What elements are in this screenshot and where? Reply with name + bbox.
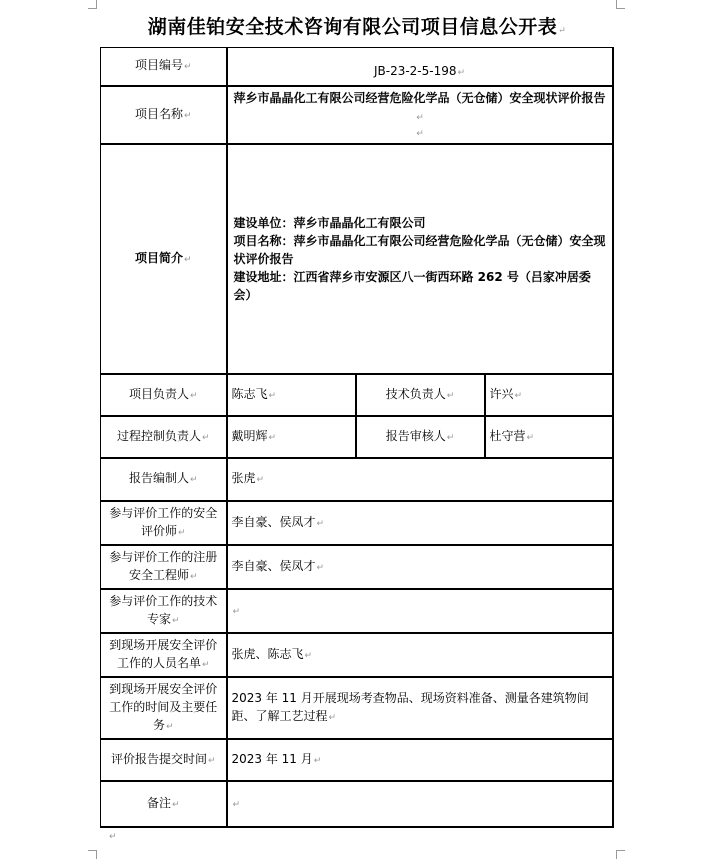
paragraph-mark-icon: ↵	[232, 799, 241, 810]
row-engineers	[101, 545, 613, 589]
paragraph-mark-icon: ↵	[316, 518, 325, 529]
paragraph-mark-icon: ↵	[177, 527, 186, 538]
paragraph-mark-icon: ↵	[256, 475, 265, 485]
paragraph-mark-icon: ↵	[313, 755, 322, 766]
safety-engineers-value[interactable]: 李自豪、侯凤才↵	[227, 545, 613, 589]
row-experts	[101, 589, 613, 633]
report-reviewer-label: 报告审核人↵	[356, 416, 485, 458]
crop-mark-bottom-right	[616, 850, 625, 859]
paragraph-mark-icon: ↵	[446, 390, 455, 401]
row-remark	[101, 781, 613, 827]
tech-leader-label: 技术负责人↵	[356, 374, 485, 416]
crop-mark-bottom-left	[88, 850, 97, 859]
tech-experts-value[interactable]	[227, 589, 613, 633]
project-intro-label: 项目简介↵	[101, 144, 227, 374]
paragraph-mark-icon: ↵	[171, 799, 180, 810]
paragraph-mark-icon: ↵	[457, 68, 466, 79]
project-number-value[interactable]: JB-23-2-5-198↵	[227, 48, 613, 86]
onsite-time-label: 到现场开展安全评价工作的时间及主要任务↵	[101, 677, 227, 739]
safety-evaluators-value[interactable]: 李自豪、侯凤才↵	[227, 501, 613, 545]
crop-mark-top-left	[88, 0, 97, 9]
paragraph-mark-icon: ↵	[558, 26, 567, 36]
paragraph-mark-icon: ↵	[207, 755, 216, 766]
row-onsite-time	[101, 677, 613, 739]
page-title: 湖南佳铂安全技术咨询有限公司项目信息公开表↵	[147, 16, 567, 38]
row-process	[101, 416, 613, 458]
project-name-label: 项目名称↵	[101, 86, 227, 144]
row-leaders	[101, 374, 613, 416]
paragraph-mark-icon: ↵	[183, 62, 192, 73]
paragraph-mark-icon: ↵	[416, 112, 424, 123]
project-leader-label: 项目负责人↵	[101, 374, 227, 416]
row-project-number	[101, 48, 613, 86]
project-intro-value[interactable]	[227, 144, 613, 374]
onsite-staff-value[interactable]: 张虎、陈志飞↵	[227, 633, 613, 677]
paragraph-mark-icon: ↵	[109, 832, 117, 842]
remark-value[interactable]	[227, 781, 613, 827]
paragraph-mark-icon: ↵	[232, 606, 241, 617]
paragraph-mark-icon: ↵	[171, 615, 180, 626]
intro-unit: 建设单位：萍乡市晶晶化工有限公司	[233, 215, 426, 230]
safety-evaluators-label: 参与评价工作的安全评价师↵	[101, 501, 227, 545]
paragraph-mark-icon: ↵	[446, 432, 455, 443]
paragraph-mark-icon: ↵	[304, 650, 313, 661]
paragraph-mark-icon: ↵	[201, 659, 210, 670]
paragraph-mark-icon: ↵	[514, 390, 523, 401]
safety-engineers-label: 参与评价工作的注册安全工程师↵	[101, 545, 227, 589]
tech-leader-value[interactable]: 许兴↵	[485, 374, 613, 416]
paragraph-mark-icon: ↵	[183, 110, 192, 121]
process-control-value[interactable]: 戴明辉↵	[227, 416, 356, 458]
paragraph-mark-icon: ↵	[268, 390, 277, 401]
paragraph-mark-icon: ↵	[189, 390, 198, 401]
intro-name: 项目名称：萍乡市晶晶化工有限公司经营危险化学品（无仓储）安全现状评价报告	[233, 233, 606, 266]
row-compiler	[101, 458, 613, 501]
submit-time-value[interactable]: 2023 年 11 月↵	[227, 739, 613, 781]
remark-label: 备注↵	[101, 781, 227, 827]
submit-time-label: 评价报告提交时间↵	[101, 739, 227, 781]
row-safety-evaluators	[101, 501, 613, 545]
process-control-label: 过程控制负责人↵	[101, 416, 227, 458]
row-onsite-staff	[101, 633, 613, 677]
row-project-name	[101, 86, 613, 144]
project-leader-value[interactable]: 陈志飞↵	[227, 374, 356, 416]
project-name-value[interactable]: 萍乡市晶晶化工有限公司经营危险化学品（无仓储）安全现状评价报告↵ ↵	[227, 86, 613, 144]
onsite-staff-label: 到现场开展安全评价工作的人员名单↵	[101, 633, 227, 677]
paragraph-mark-icon: ↵	[201, 432, 210, 443]
tech-experts-label: 参与评价工作的技术专家↵	[101, 589, 227, 633]
paragraph-mark-icon: ↵	[416, 128, 424, 139]
paragraph-mark-icon: ↵	[268, 432, 277, 443]
crop-mark-top-right	[616, 0, 625, 9]
paragraph-mark-icon: ↵	[316, 562, 325, 573]
paragraph-mark-icon: ↵	[165, 721, 174, 732]
paragraph-mark-icon: ↵	[328, 712, 337, 723]
project-info-table	[100, 47, 614, 828]
paragraph-mark-icon: ↵	[189, 571, 198, 582]
project-number-label: 项目编号↵	[101, 48, 227, 86]
paragraph-mark-icon: ↵	[189, 475, 198, 485]
report-compiler-label: 报告编制人↵	[101, 458, 227, 501]
report-reviewer-value[interactable]: 杜守营↵	[485, 416, 613, 458]
row-project-intro	[101, 144, 613, 374]
onsite-time-value[interactable]: 2023 年 11 月开展现场考查物品、现场资料准备、测量各建筑物间距、了解工艺过程↵	[227, 677, 613, 739]
paragraph-mark-icon: ↵	[183, 254, 192, 265]
row-submit-time	[101, 739, 613, 781]
intro-address: 建设地址：江西省萍乡市安源区八一街西环路 262 号（吕家冲居委会）	[233, 269, 591, 302]
paragraph-mark-icon: ↵	[526, 432, 535, 443]
report-compiler-value[interactable]: 张虎↵	[227, 458, 613, 501]
